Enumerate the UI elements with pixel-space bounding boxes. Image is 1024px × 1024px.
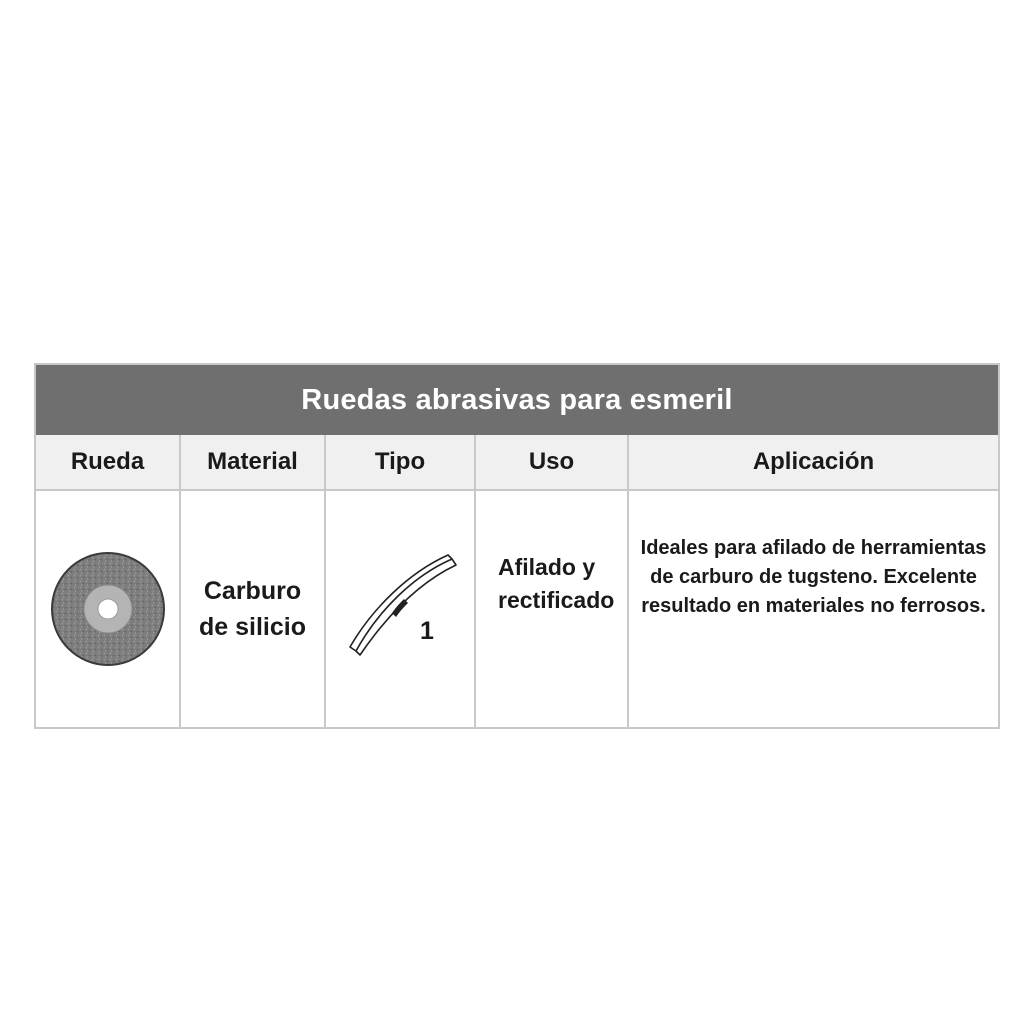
material-line-1: Carburo (203, 577, 302, 605)
uso-text: Afilado y rectificado (498, 554, 615, 613)
column-header-tipo: Tipo (374, 448, 426, 475)
cell-tipo (326, 491, 474, 727)
cell-material (181, 491, 324, 727)
aplicacion-text: Ideales para afilado de herramientas de carburo de tugsteno. Excelente resultado en materiales no ferrosos. (640, 536, 987, 617)
wheel-profile-type1-icon (348, 551, 458, 661)
spec-table (34, 363, 1000, 729)
table-title: Ruedas abrasivas para esmeril (36, 365, 998, 435)
material-text (199, 573, 306, 645)
cell-aplicacion (629, 491, 998, 727)
grinding-wheel-icon (49, 550, 167, 668)
tipo-figure (326, 491, 474, 727)
column-divider (474, 435, 476, 727)
column-divider (324, 435, 326, 727)
column-header-material: Material (207, 448, 298, 475)
tipo-number: 1 (420, 617, 434, 645)
column-divider (179, 435, 181, 727)
material-line-2: de silicio (199, 613, 306, 641)
cell-uso (476, 491, 627, 727)
column-header-uso: Uso (528, 448, 575, 475)
column-header-aplicacion: Aplicación (752, 448, 875, 475)
column-divider (627, 435, 629, 727)
cell-rueda (36, 491, 179, 727)
column-header-rueda: Rueda (70, 448, 145, 475)
